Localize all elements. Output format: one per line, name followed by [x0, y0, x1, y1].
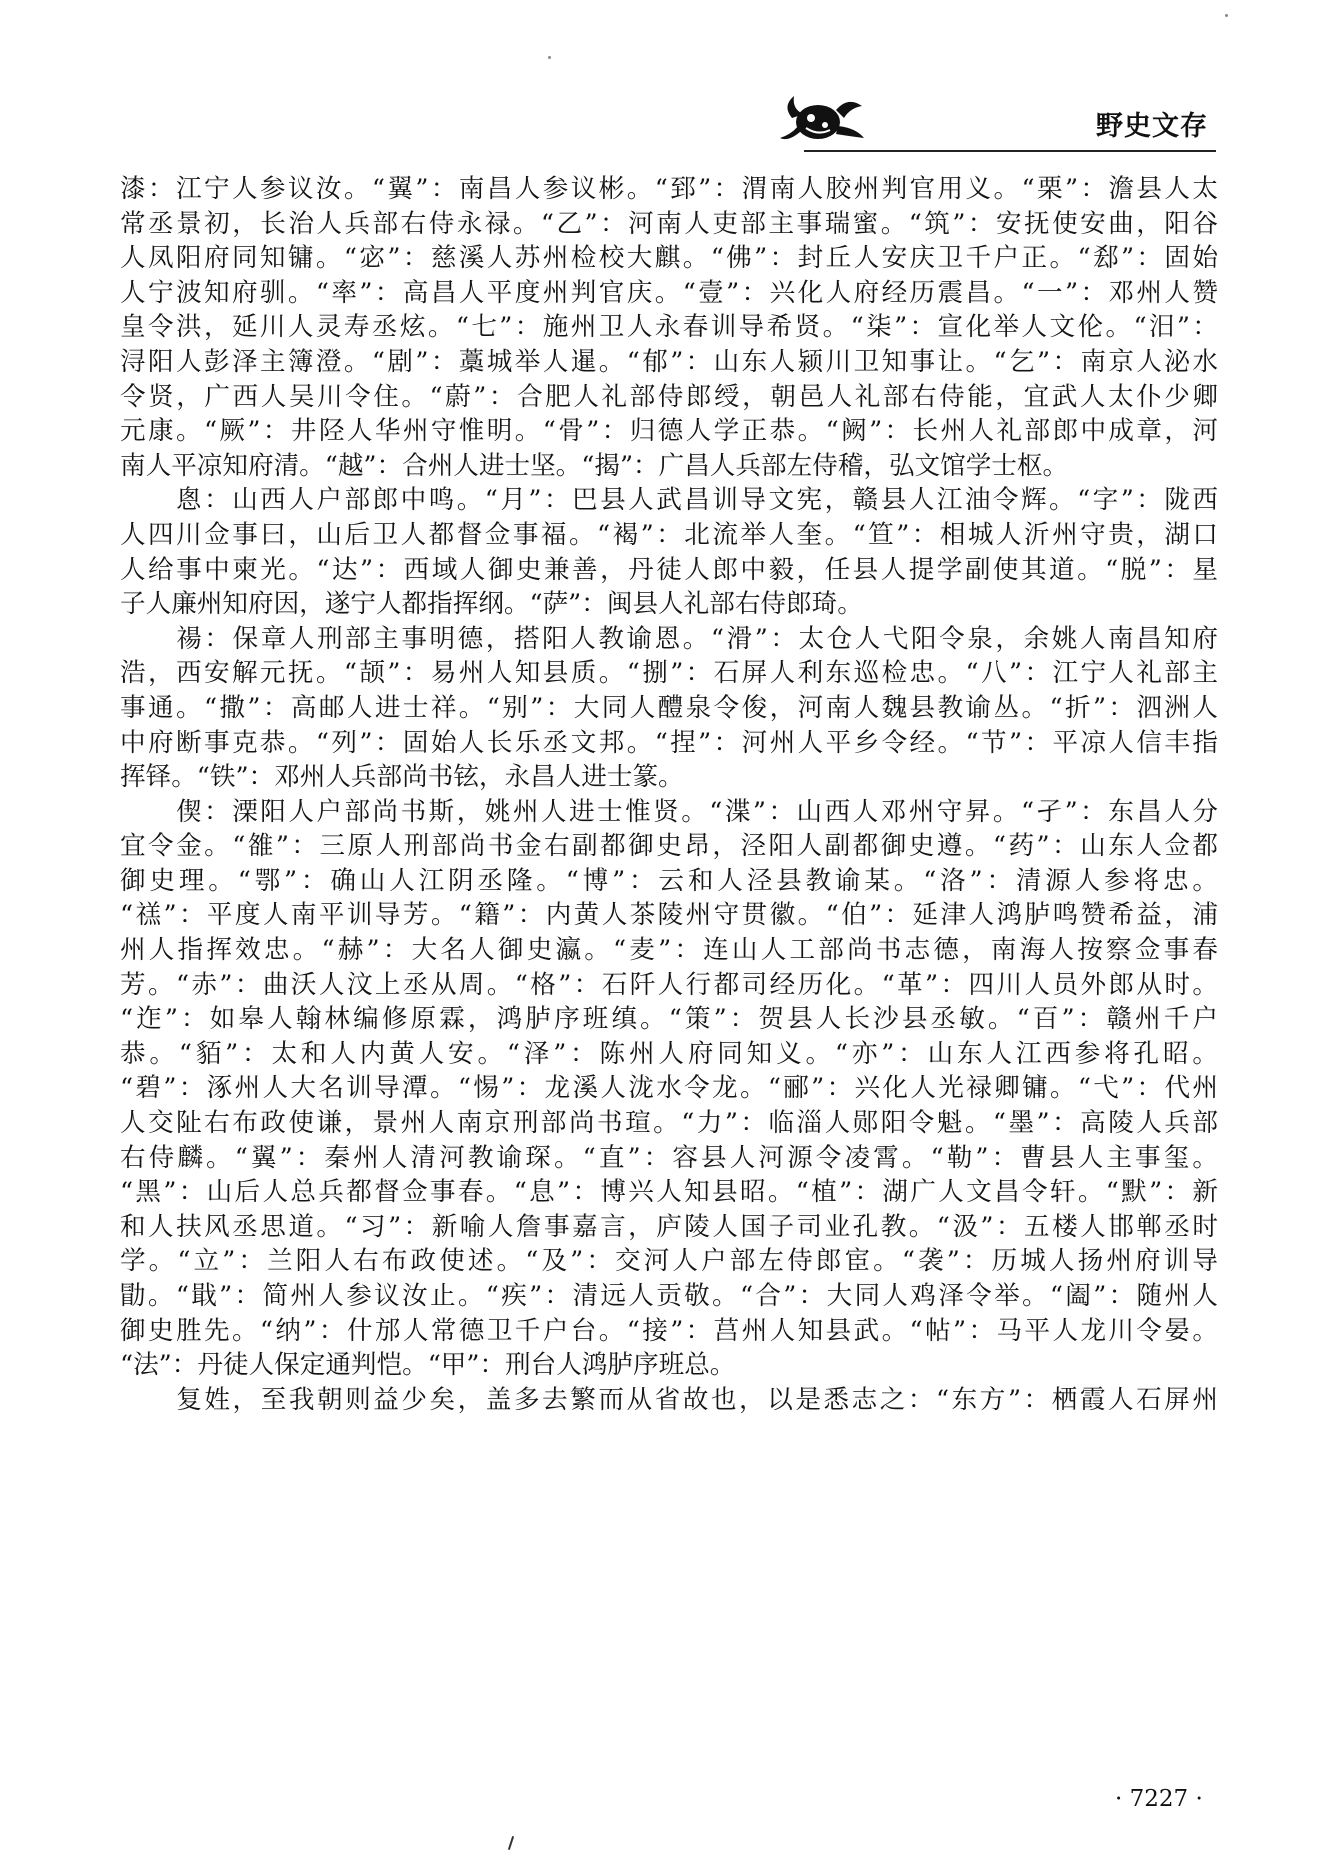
text-line: 御史胜先。“纳”：什邡人常德卫千户台。“接”：莒州人知县武。“帖”：马平人龙川令晏。 [120, 1315, 1218, 1346]
text-line: 漆：江宁人参议汝。“翼”：南昌人参议彬。“郅”：渭南人胶州判官用义。“栗”：澹县人太 [120, 174, 1218, 204]
text-line: 事通。“撒”：高邮人进士祥。“别”：大同人醴泉令俊，河南人魏县教谕丛。“折”：泗洲人 [120, 692, 1218, 723]
text-line: 勖。“戢”：简州人参议汝止。“疾”：清远人贡敬。“合”：大同人鸡泽令举。“阖”：随州人 [120, 1281, 1218, 1311]
body-text [120, 172, 1218, 1417]
text-line: 和人扶风丞思道。“习”：新喻人詹事嘉言，庐陵人国子司业孔教。“汲”：五楼人邯郸丞时 [120, 1211, 1218, 1242]
page-header [778, 88, 1216, 150]
text-line: 复姓，至我朝则益少矣，盖多去繁而从省故也，以是悉志之：“东方”：栖霞人石屏州 [120, 1384, 1218, 1415]
text-line: 南人平凉知府清。“越”：合州人进士坚。“揭”：广昌人兵部左侍稽，弘文馆学士枢。 [120, 450, 1069, 481]
text-line: 右侍麟。“翼”：秦州人清河教谕琛。“直”：容县人河源令凌霄。“勒”：曹县人主事玺。 [120, 1142, 1218, 1173]
scan-speck [548, 56, 551, 59]
text-line: “法”：丹徒人保定通判恺。“甲”：刑台人鸿胪序班总。 [120, 1350, 736, 1381]
text-line: “碧”：涿州人大名训导潭。“惕”：龙溪人泷水令龙。“郦”：兴化人光禄卿镛。“弋”：代州 [120, 1073, 1218, 1104]
text-line: 禓：保章人刑部主事明德，搭阳人教谕恩。“滑”：太仓人弋阳令泉，余姚人南昌知府 [120, 623, 1218, 654]
text-line: 偰：溧阳人户部尚书斯，姚州人进士惟贤。“渫”：山西人邓州守昇。“孑”：东昌人分 [120, 796, 1218, 827]
text-line: 州人指挥效忠。“赫”：大名人御史瀛。“麦”：连山人工部尚书志德，南海人按察佥事春 [120, 935, 1218, 966]
text-line: “黑”：山后人总兵都督佥事春。“息”：博兴人知县昭。“植”：湖广人文昌令轩。“默”：新 [120, 1177, 1218, 1208]
text-line: 学。“立”：兰阳人右布政使述。“及”：交河人户部左侍郎宦。“袭”：历城人扬州府训导 [120, 1246, 1218, 1277]
text-line: 芳。“赤”：曲沃人汶上丞从周。“格”：石阡人行都司经历化。“革”：四川人员外郎从时。 [120, 969, 1218, 1000]
scan-speck [1225, 14, 1228, 17]
header-rule [804, 150, 1216, 152]
text-line: 子人廉州知府因，遂宁人都指挥纲。“萨”：闽县人礼部右侍郎琦。 [120, 589, 863, 620]
text-line: 中府断事克恭。“列”：固始人长乐丞文邦。“捏”：河州人平乡令经。“节”：平凉人信丰指 [120, 727, 1218, 758]
text-line: “禚”：平度人南平训导芳。“籍”：内黄人茶陵州守贯徽。“伯”：延津人鸿胪鸣赞希益，浦 [120, 900, 1218, 931]
page-number: · 7227 · [1115, 1786, 1203, 1812]
scan-mark [508, 1836, 514, 1850]
text-line: 人凤阳府同知镛。“宓”：慈溪人苏州检校大麒。“佛”：封丘人安庆卫千户正。“郄”：固始 [120, 243, 1218, 274]
dragon-emblem-icon [778, 88, 868, 148]
text-line: 人给事中柬光。“达”：西域人御史兼善，丹徒人郎中毅，任县人提学副使其道。“脱”：星 [120, 554, 1218, 585]
text-line: 悤：山西人户部郎中鸣。“月”：巴县人武昌训导文宪，赣县人江油令辉。“字”：陇西 [120, 485, 1218, 516]
text-line: 浔阳人彭泽主簿澄。“剧”：藁城举人暹。“郁”：山东人颍川卫知事让。“乞”：南京人泌水 [120, 346, 1218, 377]
text-line: 宜令金。“雒”：三原人刑部尚书金右副都御史昂，泾阳人副都御史遵。“药”：山东人佥都 [120, 831, 1218, 862]
text-line: 人交阯右布政使谦，景州人南京刑部尚书瑄。“力”：临淄人郧阳令魁。“墨”：高陵人兵部 [120, 1108, 1218, 1139]
text-line: 元康。“厥”：井陉人华州守惟明。“骨”：归德人学正恭。“阙”：长州人礼部郎中成章，河 [120, 416, 1218, 447]
text-line: 恭。“貊”：太和人内黄人安。“泽”：陈州人府同知义。“亦”：山东人江西参将孔昭。 [120, 1038, 1218, 1069]
text-line: 令贤，广西人吴川令住。“蔚”：合肥人礼部侍郎绶，朝邑人礼部右侍能，宜武人太仆少卿 [120, 381, 1218, 412]
running-header-title: 野史文存 [1096, 111, 1208, 142]
text-line: 常丞景初，长治人兵部右侍永禄。“乙”：河南人吏部主事瑞蜜。“筑”：安抚使安曲，阳谷 [120, 208, 1218, 239]
text-line: 人四川佥事曰，山后卫人都督佥事福。“褐”：北流举人奎。“笪”：相城人沂州守贵，湖口 [120, 519, 1218, 550]
text-line: 人宁波知府驯。“率”：高昌人平度州判官庆。“壹”：兴化人府经历震昌。“一”：邓州人赞 [120, 277, 1218, 308]
text-line: 御史理。“鄂”：确山人江阴丞隆。“博”：云和人泾县教谕某。“洛”：清源人参将忠。 [120, 865, 1218, 896]
text-line: 浩，西安解元抚。“颉”：易州人知县质。“捌”：石屏人利东巡检忠。“八”：江宁人礼部主 [120, 658, 1218, 689]
text-line: 挥铎。“铁”：邓州人兵部尚书铉，永昌人进士篆。 [120, 762, 684, 793]
text-line: 皇令洪，延川人灵寿丞炫。“七”：施州卫人永春训导希贤。“柒”：宣化举人文伦。“汨”： [120, 312, 1218, 343]
text-line: “迮”：如皋人翰林编修原霖，鸿胪序班缜。“策”：贺县人长沙县丞敏。“百”：赣州千户 [120, 1004, 1218, 1035]
